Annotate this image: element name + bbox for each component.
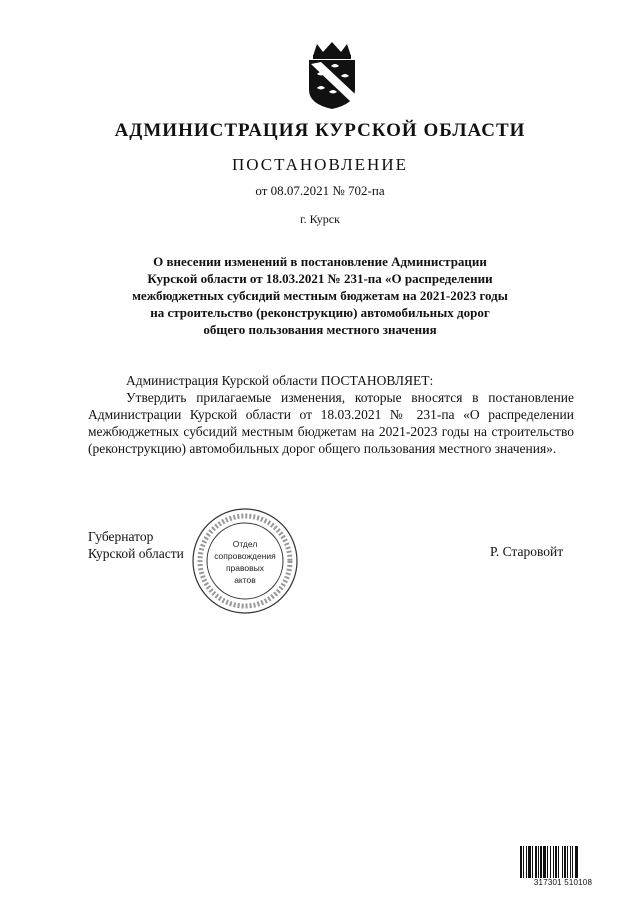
document-type: ПОСТАНОВЛЕНИЕ — [231, 155, 408, 174]
body-intro: Администрация Курской области ПОСТАНОВЛЯЕТ: — [126, 373, 434, 388]
subject-line: на строительство (реконструкцию) автомобильных дорог — [150, 305, 490, 320]
stamp-line: правовых — [225, 563, 265, 573]
stamp-line: Отдел — [232, 539, 258, 549]
subject-line: общего пользования местного значения — [203, 322, 437, 337]
document-subject — [100, 253, 540, 338]
barcode-number: 317301 510108 — [519, 878, 607, 887]
subject-line: О внесении изменений в постановление Администрации — [153, 254, 487, 269]
signature-title-line: Губернатор — [88, 529, 154, 544]
document-body — [88, 372, 574, 457]
document-date-number: от 08.07.2021 № 702-па — [255, 183, 385, 198]
signature-title — [88, 528, 184, 562]
signature-title-line: Курской области — [88, 546, 184, 561]
body-main-paragraph: Утвердить прилагаемые изменения, которые вносятся в постановление Администрации Курской области от 18.03.2021 № 231-па «О распределении межбюджетных субсидий местным бюджетам на 2021-2023 годы на строительство (реконструкцию) автомобильных дорог общего пользования местного значения». — [88, 390, 574, 456]
organization-name: АДМИНИСТРАЦИЯ КУРСКОЙ ОБЛАСТИ — [114, 120, 526, 141]
stamp-line: сопровождения — [214, 551, 276, 561]
subject-line: межбюджетных субсидий местным бюджетам на 2021-2023 годы — [132, 288, 508, 303]
signatory-name: Р. Старовойт — [490, 544, 564, 559]
stamp-text — [190, 538, 300, 586]
document-place: г. Курск — [300, 212, 340, 226]
subject-line: Курской области от 18.03.2021 № 231-па «О распределении — [147, 271, 493, 286]
stamp-line: актов — [234, 575, 256, 585]
kursk-coat-of-arms-icon — [303, 40, 361, 110]
